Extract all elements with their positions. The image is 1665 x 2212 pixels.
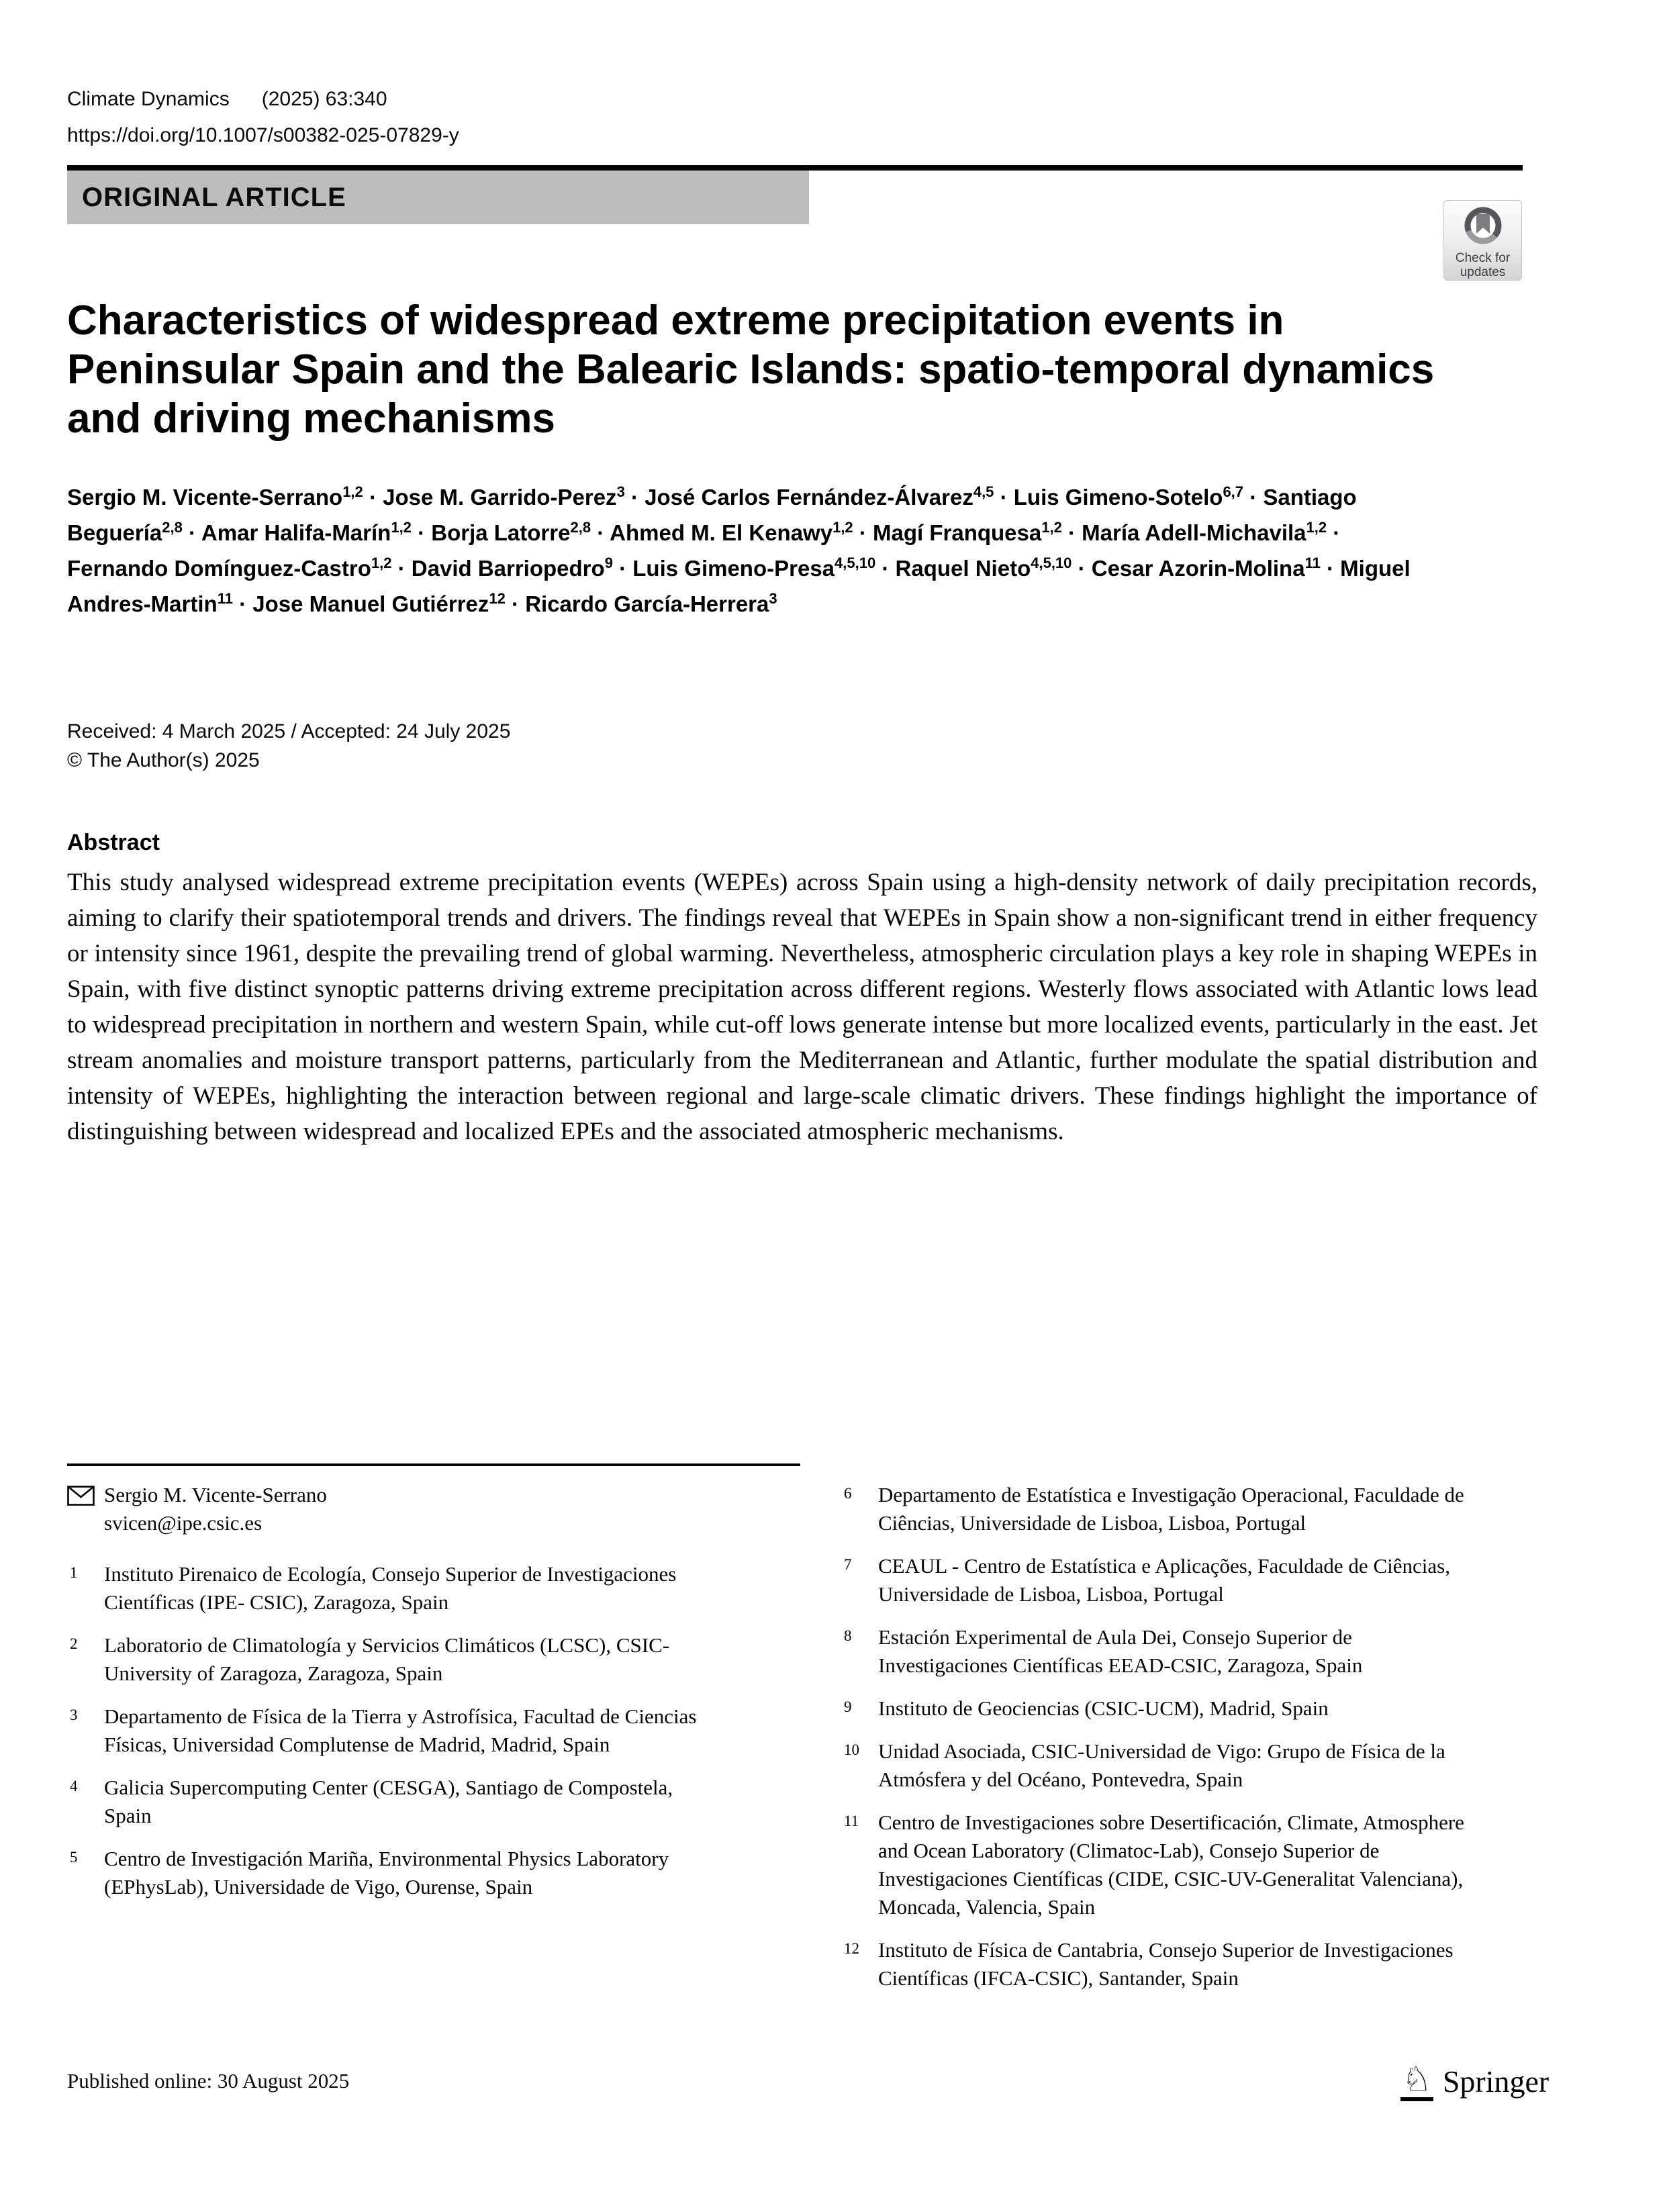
author-separator: · (182, 520, 201, 545)
author: Raquel Nieto$^{4,5,10}$ (895, 555, 1072, 581)
affiliation-number: 12 (844, 1940, 859, 1957)
affiliation-item (841, 1694, 1590, 1723)
author: Amar Halifa-Marín$^{1,2}$ (201, 519, 412, 545)
affiliation-item (67, 1631, 802, 1688)
article-type-label: ORIGINAL ARTICLE (82, 182, 346, 212)
affiliation-text: Instituto de Física de Cantabria, Consejo Superior de Investigaciones Científicas (IFCA-CSIC), Santander, Spain (878, 1938, 1454, 1990)
author-separator: · (1327, 520, 1341, 545)
affiliation-item (841, 1552, 1590, 1608)
affiliation-text: Centro de Investigaciones sobre Desertificación, Climate, Atmosphere and Ocean Laboratory (Climatoc-Lab), Consejo Superior de Investigaciones Científicas (CIDE, CSIC-UV-Generalitat Valenciana), Moncada, Valencia, Spain (878, 1811, 1464, 1919)
author-list (67, 479, 1437, 622)
affiliation-number: 2 (70, 1635, 78, 1652)
author: David Barriopedro$^9$ (411, 555, 613, 581)
author: Ahmed M. El Kenawy$^{1,2}$ (610, 519, 853, 545)
affiliation-number: 11 (844, 1813, 859, 1829)
author: Magí Franquesa$^{1,2}$ (873, 519, 1062, 545)
affiliation-text: Galicia Supercomputing Center (CESGA), Santiago de Compostela, Spain (104, 1776, 673, 1827)
affiliation-number: 6 (844, 1485, 852, 1502)
footnotes-right-column (841, 1481, 1590, 2007)
affiliation-number: 7 (844, 1556, 852, 1573)
journal-citation: (2025) 63:340 (261, 88, 387, 110)
affiliation-item (841, 1623, 1590, 1680)
author: María Adell-Michavila$^{1,2}$ (1082, 519, 1327, 545)
correspondence-text (104, 1481, 327, 1537)
affiliation-text: Unidad Asociada, CSIC-Universidad de Vigo: Grupo de Física de la Atmósfera y del Océano, Pontevedra, Spain (878, 1739, 1445, 1791)
page-title: Characteristics of widespread extreme precipitation events in Peninsular Spain and the Balearic Islands: spatio-temporal dynamics and driving mechanisms (67, 297, 1435, 442)
affiliation-text: Estación Experimental de Aula Dei, Consejo Superior de Investigaciones Científicas EEAD-CSIC, Zaragoza, Spain (878, 1625, 1363, 1677)
affiliation-number: 4 (70, 1778, 78, 1794)
author: Luis Gimeno-Presa$^{4,5,10}$ (632, 555, 876, 581)
abstract-heading: Abstract (67, 830, 160, 855)
article-type-banner (67, 171, 809, 224)
author-separator: · (1243, 485, 1264, 510)
author: Jose Manuel Gutiérrez$^{12}$ (252, 590, 506, 616)
author: Miguel Andres-Martin$^{11}$ (67, 556, 1411, 616)
affiliation-text: CEAUL - Centro de Estatística e Aplicações, Faculdade de Ciências, Universidade de Lisboa, Lisboa, Portugal (878, 1554, 1450, 1606)
affiliation-item (67, 1560, 802, 1617)
affiliation-text: Laboratorio de Climatología y Servicios Climáticos (LCSC), CSIC-University of Zaragoza, Zaragoza, Spain (104, 1633, 670, 1685)
affiliation-text: Departamento de Estatística e Investigação Operacional, Faculdade de Ciências, Universidade de Lisboa, Lisboa, Portugal (878, 1483, 1464, 1535)
springer-knight-icon: ♘ (1400, 2062, 1433, 2101)
affiliation-text: Instituto Pirenaico de Ecología, Consejo Superior de Investigaciones Científicas (IPE- CSIC), Zaragoza, Spain (104, 1562, 677, 1614)
author-separator: · (1072, 556, 1092, 581)
article-dates (67, 717, 510, 775)
top-rule (67, 165, 1523, 171)
author: Cesar Azorin-Molina$^{11}$ (1091, 555, 1321, 581)
affiliation-item (67, 1845, 802, 1901)
affiliations-1-5 (67, 1560, 802, 1901)
author: Borja Latorre$^{2,8}$ (431, 519, 591, 545)
correspondence-block (67, 1481, 802, 1537)
affiliation-item (841, 1481, 1590, 1537)
affiliation-text: Departamento de Física de la Tierra y Astrofísica, Facultad de Ciencias Físicas, Universidad Complutense de Madrid, Madrid, Spain (104, 1704, 697, 1756)
author: Ricardo García-Herrera$^3$ (525, 590, 777, 616)
affiliation-text: Instituto de Geociencias (CSIC-UCM), Madrid, Spain (878, 1696, 1329, 1720)
affiliation-item (841, 1936, 1590, 1992)
author-separator: · (505, 591, 526, 616)
copyright-line: © The Author(s) 2025 (67, 749, 260, 771)
author-separator: · (624, 485, 645, 510)
author-separator: · (853, 520, 873, 545)
author: Santiago Beguería$^{2,8}$ (67, 485, 1357, 545)
author: Jose M. Garrido-Perez$^3$ (383, 483, 625, 510)
author-separator: · (391, 556, 412, 581)
author-separator: · (411, 520, 432, 545)
springer-logo (1400, 2062, 1549, 2101)
affiliation-number: 8 (844, 1627, 852, 1644)
affiliation-number: 3 (70, 1706, 78, 1723)
author: Luis Gimeno-Sotelo$^{6,7}$ (1013, 483, 1244, 510)
journal-name: Climate Dynamics (67, 88, 230, 110)
author: Sergio M. Vicente-Serrano$^{1,2}$ (67, 483, 363, 510)
author-separator: · (591, 520, 610, 545)
check-for-updates-label: Check for updates (1455, 251, 1511, 279)
author-separator: · (1061, 520, 1082, 545)
author-separator: · (612, 556, 633, 581)
check-for-updates-icon (1463, 205, 1503, 249)
author-separator: · (232, 591, 253, 616)
author-separator: · (994, 485, 1014, 510)
check-for-updates-badge[interactable] (1443, 200, 1522, 281)
received-accepted: Received: 4 March 2025 / Accepted: 24 July 2025 (67, 720, 511, 742)
affiliation-number: 5 (70, 1849, 78, 1866)
affiliation-number: 9 (844, 1698, 852, 1715)
envelope-icon (67, 1481, 104, 1537)
corresponding-email[interactable]: svicen@ipe.csic.es (104, 1511, 263, 1535)
affiliation-item (841, 1737, 1590, 1794)
author: Fernando Domínguez-Castro$^{1,2}$ (67, 555, 392, 581)
published-online: Published online: 30 August 2025 (67, 2069, 350, 2093)
abstract-text: This study analysed widespread extreme precipitation events (WEPEs) across Spain using a high-density network of daily precipitation records, aiming to clarify their spatiotemporal trends and drivers. The findings reveal that WEPEs in Spain show a non-significant trend in either frequency or intensity since 1961, despite the prevailing trend of global warming. Nevertheless, atmospheric circulation plays a key role in shaping WEPEs in Spain, with five distinct synoptic patterns driving extreme precipitation across different regions. Westerly flows associated with Atlantic lows lead to widespread precipitation in northern and western Spain, while cut-off lows generate intense but more localized events, particularly in the east. Jet stream anomalies and moisture transport patterns, particularly from the Mediterranean and Atlantic, further modulate the spatial distribution and intensity of WEPEs, highlighting the interaction between regional and large-scale climatic drivers. These findings highlight the importance of distinguishing between widespread and localized EPEs and the associated atmospheric mechanisms. (67, 869, 1537, 1145)
author-separator: · (875, 556, 896, 581)
author: José Carlos Fernández-Álvarez$^{4,5}$ (645, 483, 994, 510)
doi-link[interactable]: https://doi.org/10.1007/s00382-025-07829-y (67, 124, 459, 146)
affiliation-item (841, 1809, 1590, 1921)
footnote-rule (67, 1463, 800, 1466)
affiliation-item (67, 1774, 802, 1830)
author-separator: · (1320, 556, 1341, 581)
affiliation-text: Centro de Investigación Mariña, Environmental Physics Laboratory (EPhysLab), Universidade de Vigo, Ourense, Spain (104, 1847, 669, 1898)
springer-wordmark: Springer (1442, 2064, 1550, 2099)
author-separator: · (363, 485, 383, 510)
affiliation-number: 1 (70, 1564, 78, 1581)
affiliation-item (67, 1702, 802, 1759)
affiliation-number: 10 (844, 1741, 859, 1758)
corresponding-author: Sergio M. Vicente-Serrano (104, 1483, 327, 1506)
affiliations-6-12 (841, 1481, 1590, 1992)
footnotes-left-column (67, 1481, 802, 1916)
journal-header (67, 85, 459, 150)
